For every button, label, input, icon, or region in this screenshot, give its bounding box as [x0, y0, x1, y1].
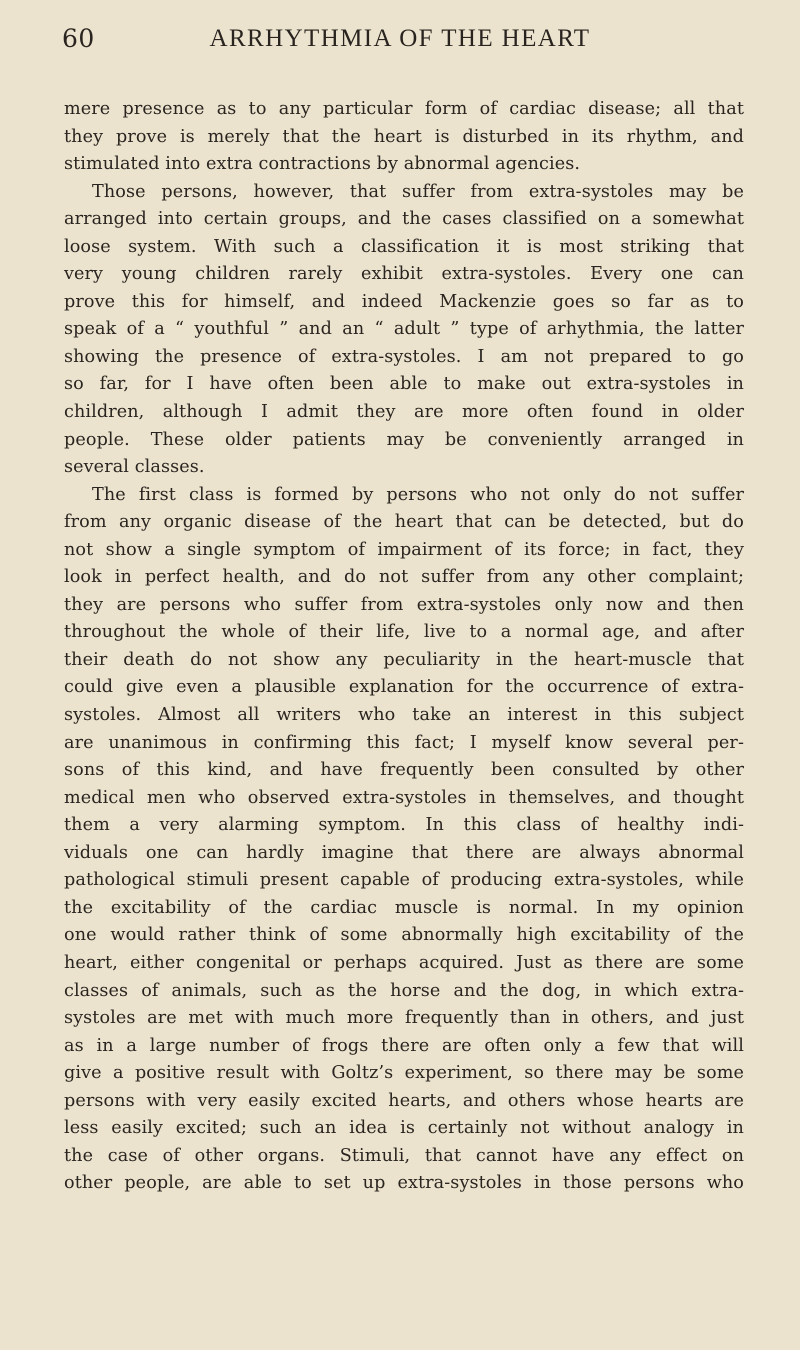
text-line: systoles are met with much more frequently than in others, and just: [64, 1008, 744, 1029]
text-line: are unanimous in confirming this fact; I myself know several per-: [64, 732, 744, 753]
text-line: prove this for himself, and indeed Mackenzie goes so far as to: [64, 291, 744, 312]
text-line: arranged into certain groups, and the cases classified on a somewhat: [64, 209, 744, 230]
text-line: less easily excited; such an idea is certainly not without analogy in: [64, 1118, 744, 1139]
text-line: The first class is formed by persons who not only do not suffer: [92, 484, 744, 505]
text-line: from any organic disease of the heart that can be detected, but do: [64, 512, 744, 533]
text-line: medical men who observed extra-systoles in themselves, and thought: [64, 787, 744, 808]
text-line: persons with very easily excited hearts, and others whose hearts are: [64, 1090, 744, 1111]
body-text: [64, 96, 744, 1198]
text-line: pathological stimuli present capable of producing extra-systoles, while: [64, 870, 744, 891]
page-number: 60: [62, 24, 95, 53]
text-line: systoles. Almost all writers who take an interest in this subject: [64, 705, 744, 726]
text-line: one would rather think of some abnormally high excitability of the: [64, 925, 744, 946]
text-line: heart, either congenital or perhaps acquired. Just as there are some: [64, 952, 744, 973]
text-line: loose system. With such a classification it is most striking that: [64, 236, 744, 257]
page-header: [62, 22, 738, 56]
text-line: very young children rarely exhibit extra-systoles. Every one can: [64, 264, 744, 285]
text-line: viduals one can hardly imagine that there are always abnormal: [64, 842, 744, 863]
text-line: mere presence as to any particular form of cardiac disease; all that: [64, 99, 744, 119]
text-line: could give even a plausible explanation for the occurrence of extra-: [64, 677, 744, 698]
text-line: several classes.: [64, 457, 205, 478]
text-line: stimulated into extra contractions by abnormal agencies.: [64, 154, 581, 175]
text-line: other people, are able to set up extra-systoles in those persons who: [64, 1173, 744, 1194]
text-line: look in perfect health, and do not suffer from any other complaint;: [64, 567, 744, 588]
text-line: Those persons, however, that suffer from extra-systoles may be: [92, 181, 744, 202]
text-line: children, although I admit they are more often found in older: [64, 402, 744, 423]
text-line: people. These older patients may be conveniently arranged in: [64, 429, 744, 450]
text-line: them a very alarming symptom. In this class of healthy indi-: [64, 815, 744, 836]
text-line: they are persons who suffer from extra-systoles only now and then: [64, 594, 744, 615]
text-line: showing the presence of extra-systoles. I am not prepared to go: [64, 346, 744, 367]
text-line: as in a large number of frogs there are often only a few that will: [64, 1035, 744, 1056]
text-line: speak of a “ youthful ” and an “ adult ” type of arhythmia, the latter: [64, 319, 744, 340]
text-line: not show a single symptom of impairment of its force; in fact, they: [64, 539, 744, 560]
text-line: so far, for I have often been able to make out extra-systoles in: [64, 374, 744, 395]
text-line: their death do not show any peculiarity in the heart-muscle that: [64, 649, 744, 670]
text-line: classes of animals, such as the horse and the dog, in which extra-: [64, 980, 744, 1001]
text-line: the excitability of the cardiac muscle is normal. In my opinion: [64, 897, 744, 918]
running-title: ARRHYTHMIA OF THE HEART: [209, 25, 591, 52]
text-line: throughout the whole of their life, live to a normal age, and after: [64, 622, 744, 643]
text-line: sons of this kind, and have frequently been consulted by other: [64, 760, 744, 781]
text-line: give a positive result with Goltz’s experiment, so there may be some: [64, 1063, 744, 1084]
text-line: the case of other organs. Stimuli, that cannot have any effect on: [64, 1145, 744, 1166]
text-line: they prove is merely that the heart is disturbed in its rhythm, and: [64, 126, 744, 147]
